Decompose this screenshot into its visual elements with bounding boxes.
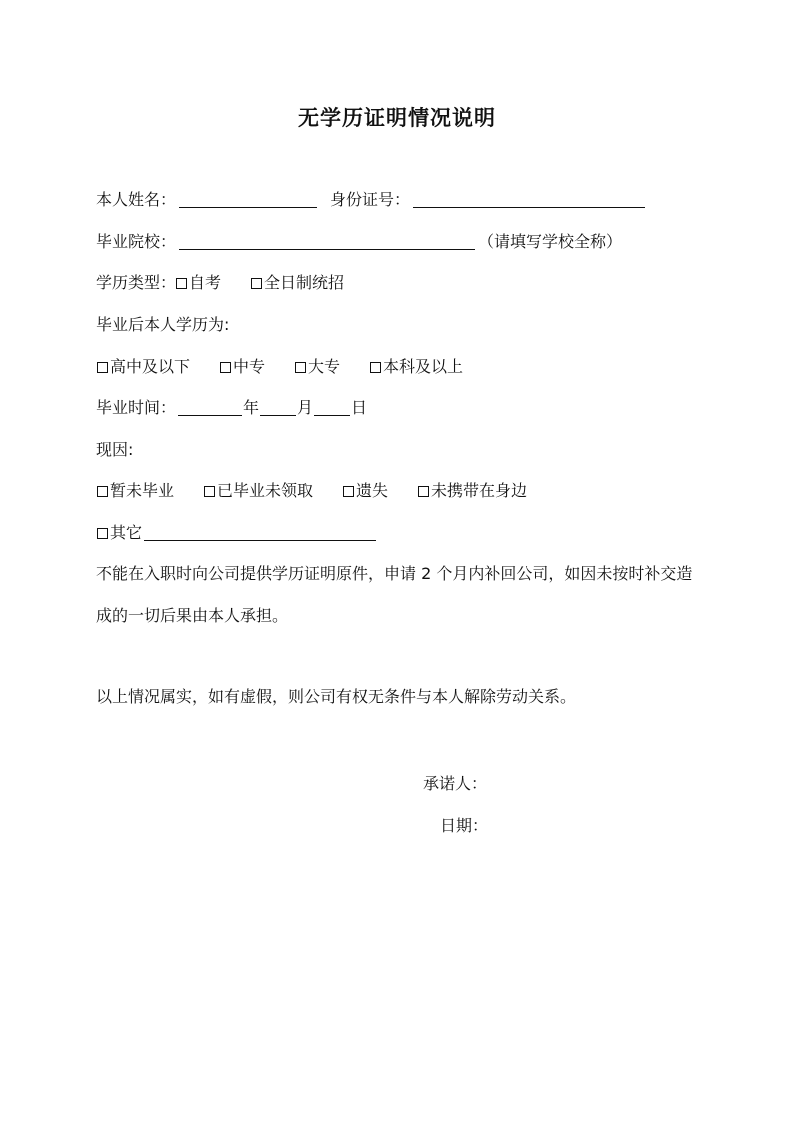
reason-option-not-collected[interactable] (204, 480, 313, 502)
name-label: 本人姓名： (96, 190, 177, 209)
declaration-paragraph: 以上情况属实，如有虚假，则公司有权无条件与本人解除劳动关系。 (96, 687, 577, 706)
option-label: 本科及以上 (383, 357, 464, 376)
reason-option-lost[interactable] (343, 480, 388, 502)
checkbox[interactable] (370, 362, 381, 373)
day-blank[interactable] (314, 400, 350, 416)
checkbox[interactable] (97, 486, 108, 497)
reason-option-not-graduated[interactable] (97, 480, 174, 502)
option-label: 已毕业未领取 (217, 481, 314, 500)
degree-option-junior-college[interactable] (295, 356, 340, 378)
option-label: 高中及以下 (110, 357, 191, 376)
degree-option-high-school[interactable] (97, 356, 190, 378)
name-blank[interactable] (179, 192, 317, 208)
option-label: 大专 (308, 357, 341, 376)
name-id-row (96, 189, 648, 211)
degree-label-row (96, 314, 229, 336)
id-number-blank[interactable] (413, 192, 645, 208)
option-label: 暂未毕业 (110, 481, 175, 500)
grad-time-row (96, 397, 367, 419)
checkbox[interactable] (97, 362, 108, 373)
checkbox[interactable] (251, 278, 262, 289)
year-blank[interactable] (178, 400, 242, 416)
day-unit: 日 (351, 398, 368, 417)
grad-time-label: 毕业时间： (96, 398, 177, 417)
degree-options-row (97, 356, 463, 378)
checkbox[interactable] (343, 486, 354, 497)
reason-label: 现因: (96, 440, 134, 459)
school-row (96, 231, 622, 253)
option-label: 自考 (189, 273, 222, 292)
id-number-label: 身份证号： (330, 190, 411, 209)
checkbox[interactable] (97, 528, 108, 539)
checkbox[interactable] (220, 362, 231, 373)
option-label: 遗失 (356, 481, 389, 500)
year-unit: 年 (243, 398, 260, 417)
reason-options-row (97, 480, 527, 502)
school-label: 毕业院校： (96, 232, 177, 251)
checkbox[interactable] (204, 486, 215, 497)
edu-type-option-self-study[interactable] (176, 272, 221, 294)
edu-type-label: 学历类型： (96, 273, 177, 292)
other-blank[interactable] (144, 525, 376, 541)
edu-type-option-full-time[interactable] (251, 272, 344, 294)
school-hint: （请填写学校全称） (478, 232, 623, 251)
reason-option-other[interactable] (97, 522, 142, 544)
date-label: 日期： (440, 816, 489, 835)
page-title: 无学历证明情况说明 (298, 105, 496, 130)
month-blank[interactable] (260, 400, 296, 416)
other-row (97, 522, 379, 544)
option-label: 全日制统招 (264, 273, 345, 292)
degree-label: 毕业后本人学历为: (96, 315, 230, 334)
school-blank[interactable] (179, 234, 475, 250)
promisor-label: 承诺人： (423, 774, 488, 793)
option-label: 其它 (110, 523, 143, 542)
checkbox[interactable] (295, 362, 306, 373)
reason-label-row (96, 439, 133, 461)
degree-option-technical-secondary[interactable] (220, 356, 265, 378)
checkbox[interactable] (418, 486, 429, 497)
option-label: 未携带在身边 (431, 481, 528, 500)
month-unit: 月 (297, 398, 314, 417)
checkbox[interactable] (176, 278, 187, 289)
degree-option-bachelor[interactable] (370, 356, 463, 378)
edu-type-row (96, 272, 344, 294)
option-label: 中专 (233, 357, 266, 376)
statement-paragraph: 不能在入职时向公司提供学历证明原件，申请 2 个月内补回公司，如因未按时补交造成的一切后果由本人承担。 (96, 564, 693, 625)
reason-option-not-carried[interactable] (418, 480, 527, 502)
